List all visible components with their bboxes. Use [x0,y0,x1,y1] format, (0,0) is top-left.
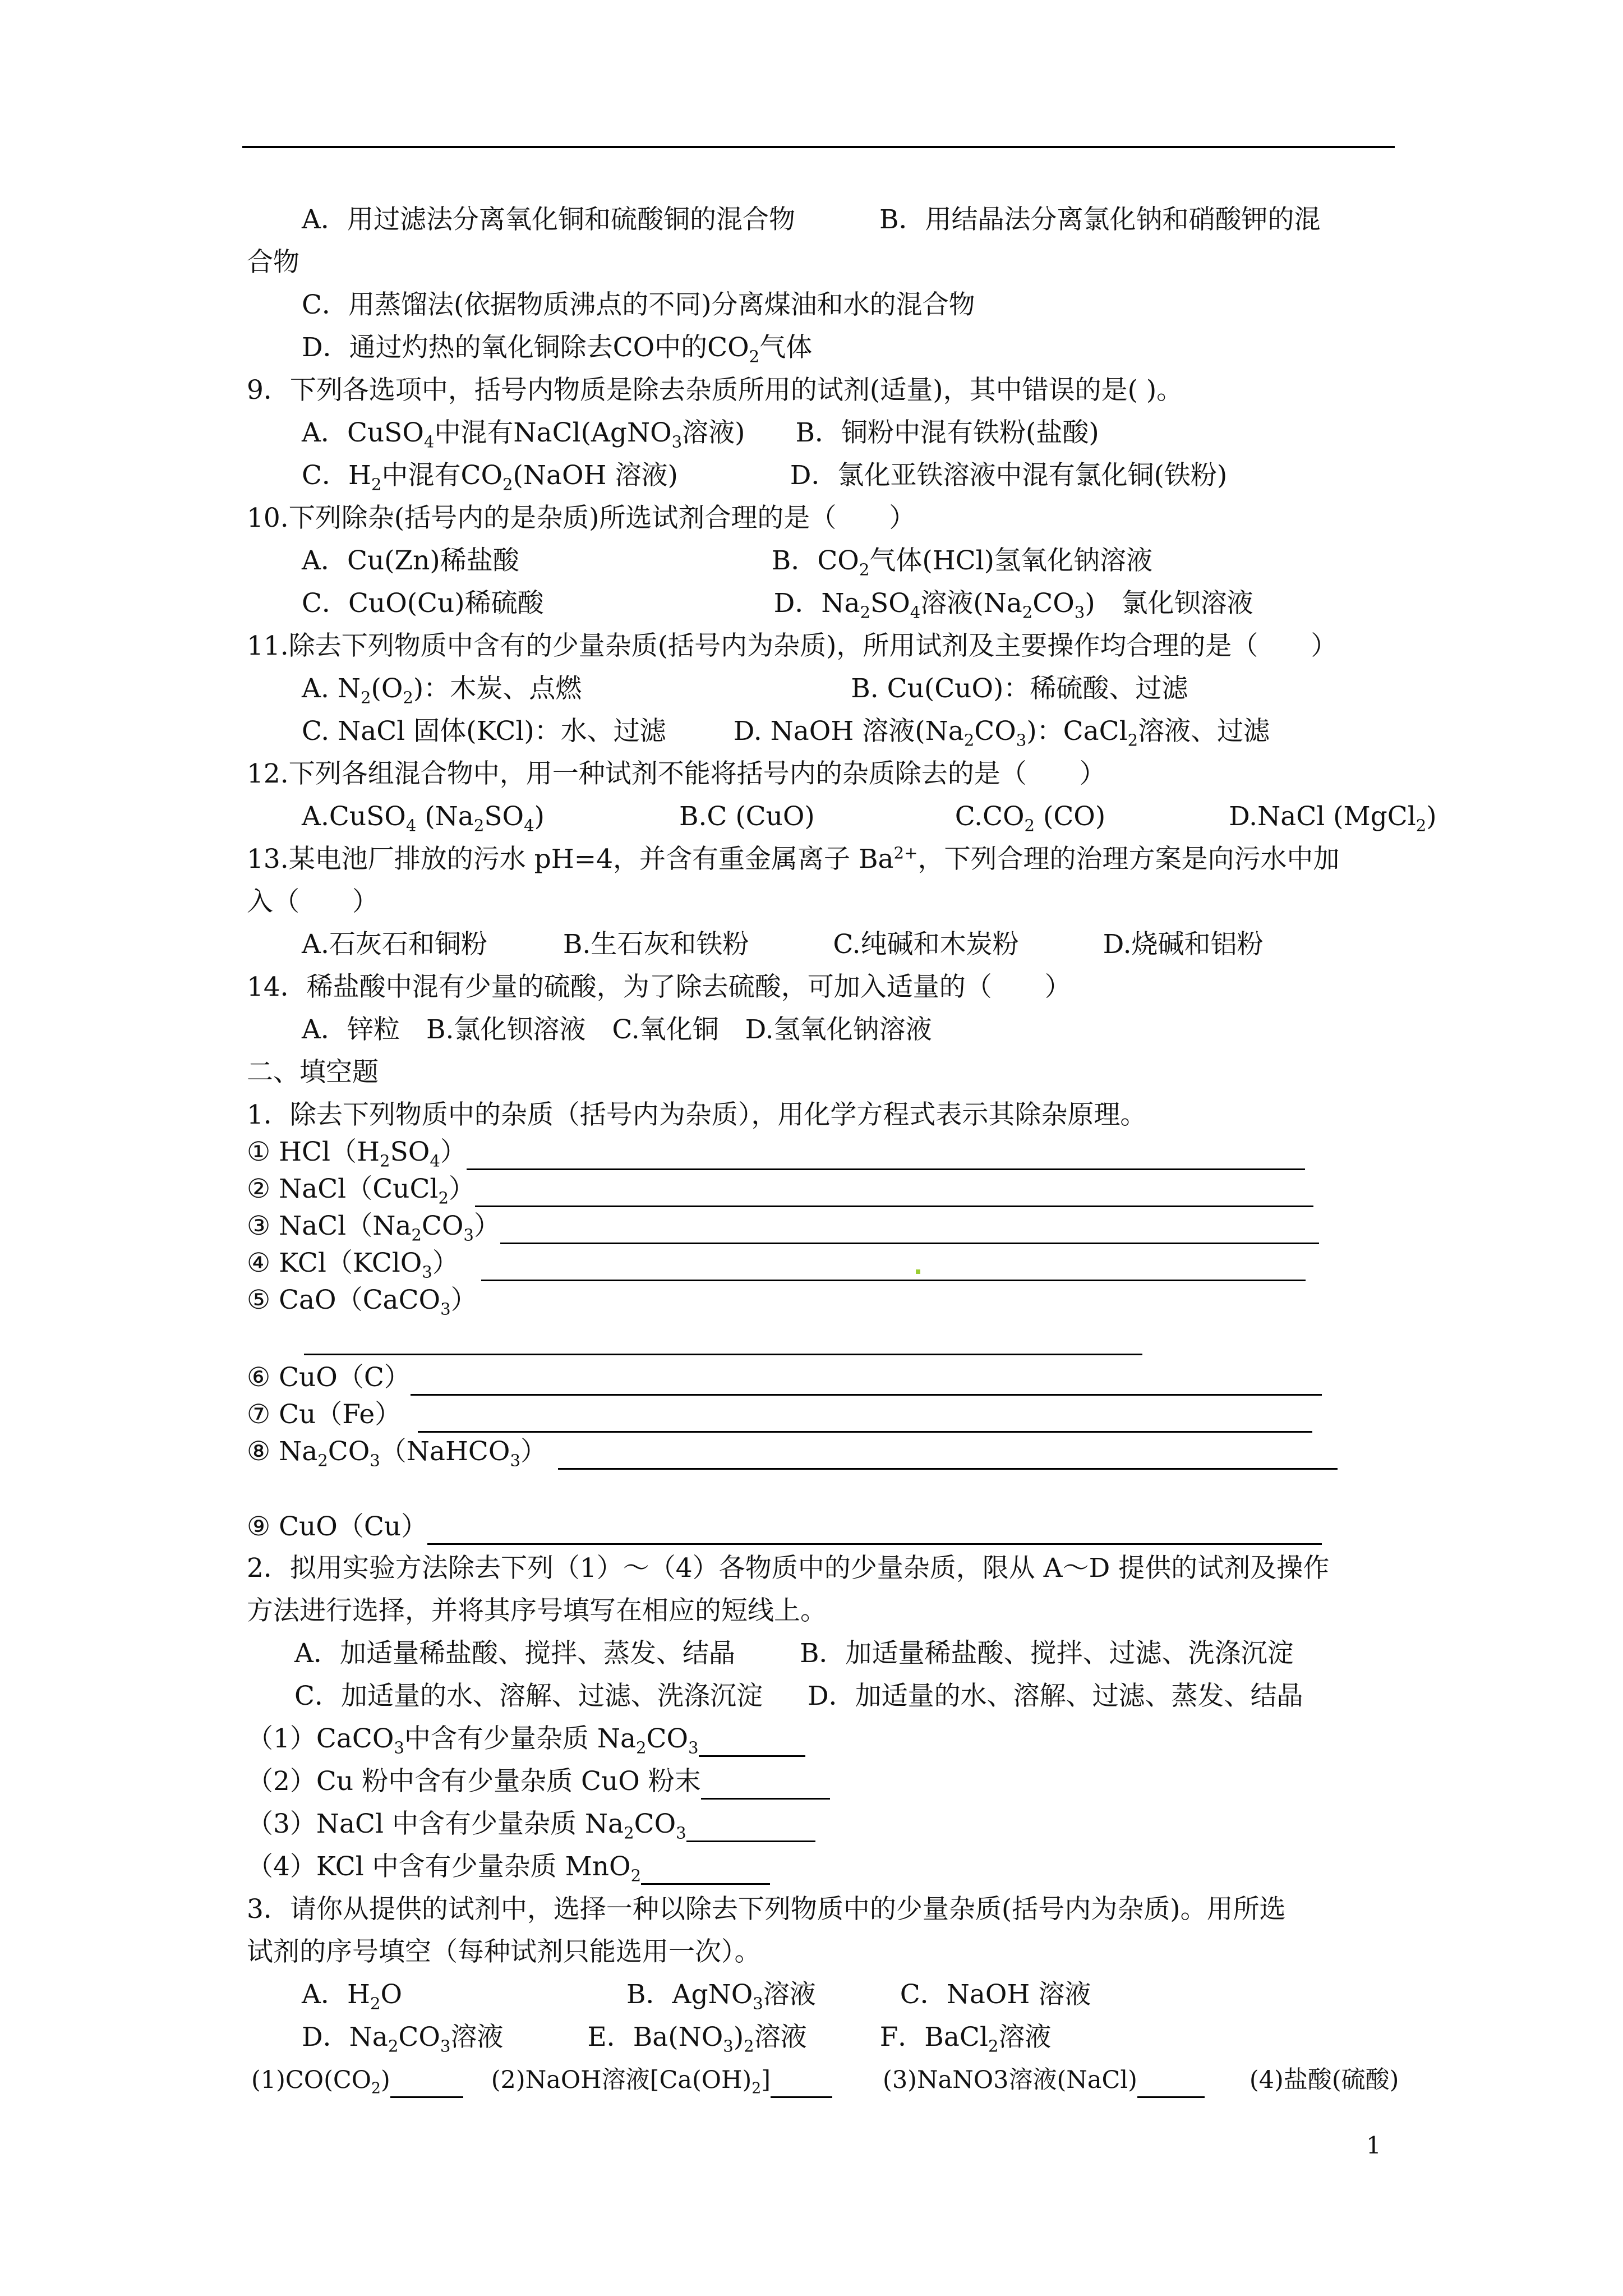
f1-item-5: ⑤ CaO（CaCO$_3$） [247,1285,477,1319]
f3-stem-1: 3．请你从提供的试剂中，选择一种以除去下列物质中的少量杂质(括号内为杂质)。用所选 [247,1894,1286,1925]
f2-sub-4: （4）KCl 中含有少量杂质 MnO$_2$ [247,1849,770,1885]
f3-options-def: D．$Na_2CO_3$溶液 E．$Ba(NO_3)_2$溶液 F．BaCl$_2$溶液 [302,2022,1052,2056]
q10-options-ab: A．Cu(Zn)稀盐酸 B．$CO_2$气体(HCl)氢氧化钠溶液 [302,545,1153,579]
section-heading: 二、填空题 [247,1057,379,1088]
f1-item-8: ⑧ $Na_2CO_3(NaHCO_3)$ [247,1434,1338,1470]
q10-options-cd: C．CuO(Cu)稀硫酸 D．$Na_2SO_4$溶液$(Na_2CO_3)$ 氯化钡溶液 [302,588,1253,622]
answer-blank[interactable] [699,1726,805,1757]
q14-options: A．锌粒 B.氯化钡溶液 C.氧化铜 D.氢氧化钠溶液 [302,1014,932,1045]
f3-stem-2: 试剂的序号填空（每种试剂只能选用一次）。 [247,1936,761,1967]
q8-option-a-b [302,202,1321,238]
f2-stem-2: 方法进行选择，并将其序号填写在相应的短线上。 [247,1595,827,1626]
q10-stem: 10.下列除杂(括号内的是杂质)所选试剂合理的是（ ） [247,503,916,533]
f1-item-7: ⑦ Cu（Fe） [247,1397,1312,1433]
answer-blank[interactable] [1137,2067,1205,2098]
answer-blank[interactable] [475,1176,1313,1207]
f3-prompts: $(1)CO(CO_2)$ (2)NaOH溶液$[Ca(OH)_2]$ (3)NaNO3溶液(NaCl) (4)盐酸(硫酸) [251,2066,1399,2097]
header-rule [242,146,1395,148]
f3-options-abc: A．$H_2O$ B．AgNO$_3$溶液 C．NaOH 溶液 [302,1979,1091,2013]
f1-item-9: ⑨ CuO（Cu） [247,1509,1322,1545]
answer-blank[interactable] [558,1439,1338,1470]
answer-blank[interactable] [701,1769,830,1800]
answer-blank[interactable] [390,2067,463,2098]
answer-blank[interactable] [500,1213,1319,1244]
q9-stem: 9．下列各选项中，括号内物质是除去杂质所用的试剂(适量)，其中错误的是( )。 [247,375,1183,406]
f1-stem: 1．除去下列物质中的杂质（括号内为杂质），用化学方程式表示其除杂原理。 [247,1099,1147,1130]
f1-item-1: ① $HCl(H_2SO_4)$ [247,1134,1305,1170]
f1-item-4: ④ KCl（KClO$_3$） [247,1245,1306,1281]
q8-option-a: A．用过滤法分离氧化铜和硫酸铜的混合物 [302,204,795,235]
q12-options: A.CuSO$_4$ $(Na_2SO_4)$ B.C (CuO) $C.CO_2$ (CO) D.NaCl (MgCl$_2$) [302,801,1437,835]
f2-options-ab: A．加适量稀盐酸、搅拌、蒸发、结晶 B．加适量稀盐酸、搅拌、过滤、洗涤沉淀 [294,1638,1294,1669]
f1-item-6: ⑥ CuO（C） [247,1360,1322,1396]
q13-stem: 13.某电池厂排放的污水 pH=4，并含有重金属离子 $Ba^{2+}$，下列合理的治理方案是向污水中加 [247,843,1340,875]
answer-blank[interactable] [467,1139,1305,1170]
q8-option-d: D．通过灼热的氧化铜除去CO中的$CO_2$气体 [302,332,813,366]
q9-options-ab: A．CuSO$_4$中混有NaCl(AgNO$_3$溶液) B．铜粉中混有铁粉(盐酸) [302,417,1099,452]
q12-stem: 12.下列各组混合物中，用一种试剂不能将括号内的杂质除去的是（ ） [247,758,1106,789]
f2-options-cd: C．加适量的水、溶解、过滤、洗涤沉淀 D．加适量的水、溶解、过滤、蒸发、结晶 [294,1681,1303,1711]
q11-options-ab: A. $N_2(O_2)$：木炭、点燃 B. Cu(CuO)：稀硫酸、过滤 [302,673,1188,707]
answer-blank[interactable] [411,1365,1322,1396]
f1-item-2: ② NaCl（CuCl$_2$） [247,1171,1313,1207]
q8-option-c: C．用蒸馏法(依据物质沸点的不同)分离煤油和水的混合物 [302,289,975,320]
f1-item-3: ③ $NaCl(Na_2CO_3)$ [247,1208,1319,1244]
page-number: 1 [1366,2132,1381,2159]
f2-sub-1: （1）CaCO$_3$中含有少量杂质 $Na_2CO_3$ [247,1721,805,1757]
answer-blank[interactable] [771,2067,832,2098]
answer-blank[interactable] [686,1811,815,1842]
f2-sub-2: （2）Cu 粉中含有少量杂质 CuO 粉末 [247,1764,830,1800]
q13-stem-cont: 入（ ） [247,886,379,917]
answer-blank[interactable] [641,1854,770,1885]
answer-blank[interactable] [418,1402,1312,1433]
q13-options: A.石灰石和铜粉 B.生石灰和铁粉 C.纯碱和木炭粉 D.烧碱和铝粉 [302,929,1264,960]
q14-stem: 14．稀盐酸中混有少量的硫酸，为了除去硫酸，可加入适量的（ ） [247,972,1071,1002]
answer-blank[interactable] [427,1514,1322,1545]
q8-option-b-cont: 合物 [247,247,299,278]
stray-mark [916,1269,920,1274]
q8-option-b: B．用结晶法分离氯化钠和硝酸钾的混 [879,204,1321,235]
answer-blank[interactable] [304,1324,1142,1355]
answer-blank[interactable] [481,1250,1306,1281]
q9-options-cd: C．$H_2$中混有$CO_2(NaOH$ 溶液) D．氯化亚铁溶液中混有氯化铜(铁粉) [302,460,1228,494]
f2-sub-3: （3）NaCl 中含有少量杂质 $Na_2CO_3$ [247,1806,815,1842]
f1-item-5-line [304,1319,1142,1355]
f2-stem-1: 2．拟用实验方法除去下列（1）～（4）各物质中的少量杂质，限从 A～D 提供的试剂及操作 [247,1553,1330,1584]
q11-options-cd: C. NaCl 固体(KCl)：水、过滤 D. NaOH 溶液$(Na_2CO_3)$：CaCl$_2$溶液、过滤 [302,716,1270,750]
q11-stem: 11.除去下列物质中含有的少量杂质(括号内为杂质)，所用试剂及主要操作均合理的是（ ） [247,631,1338,661]
